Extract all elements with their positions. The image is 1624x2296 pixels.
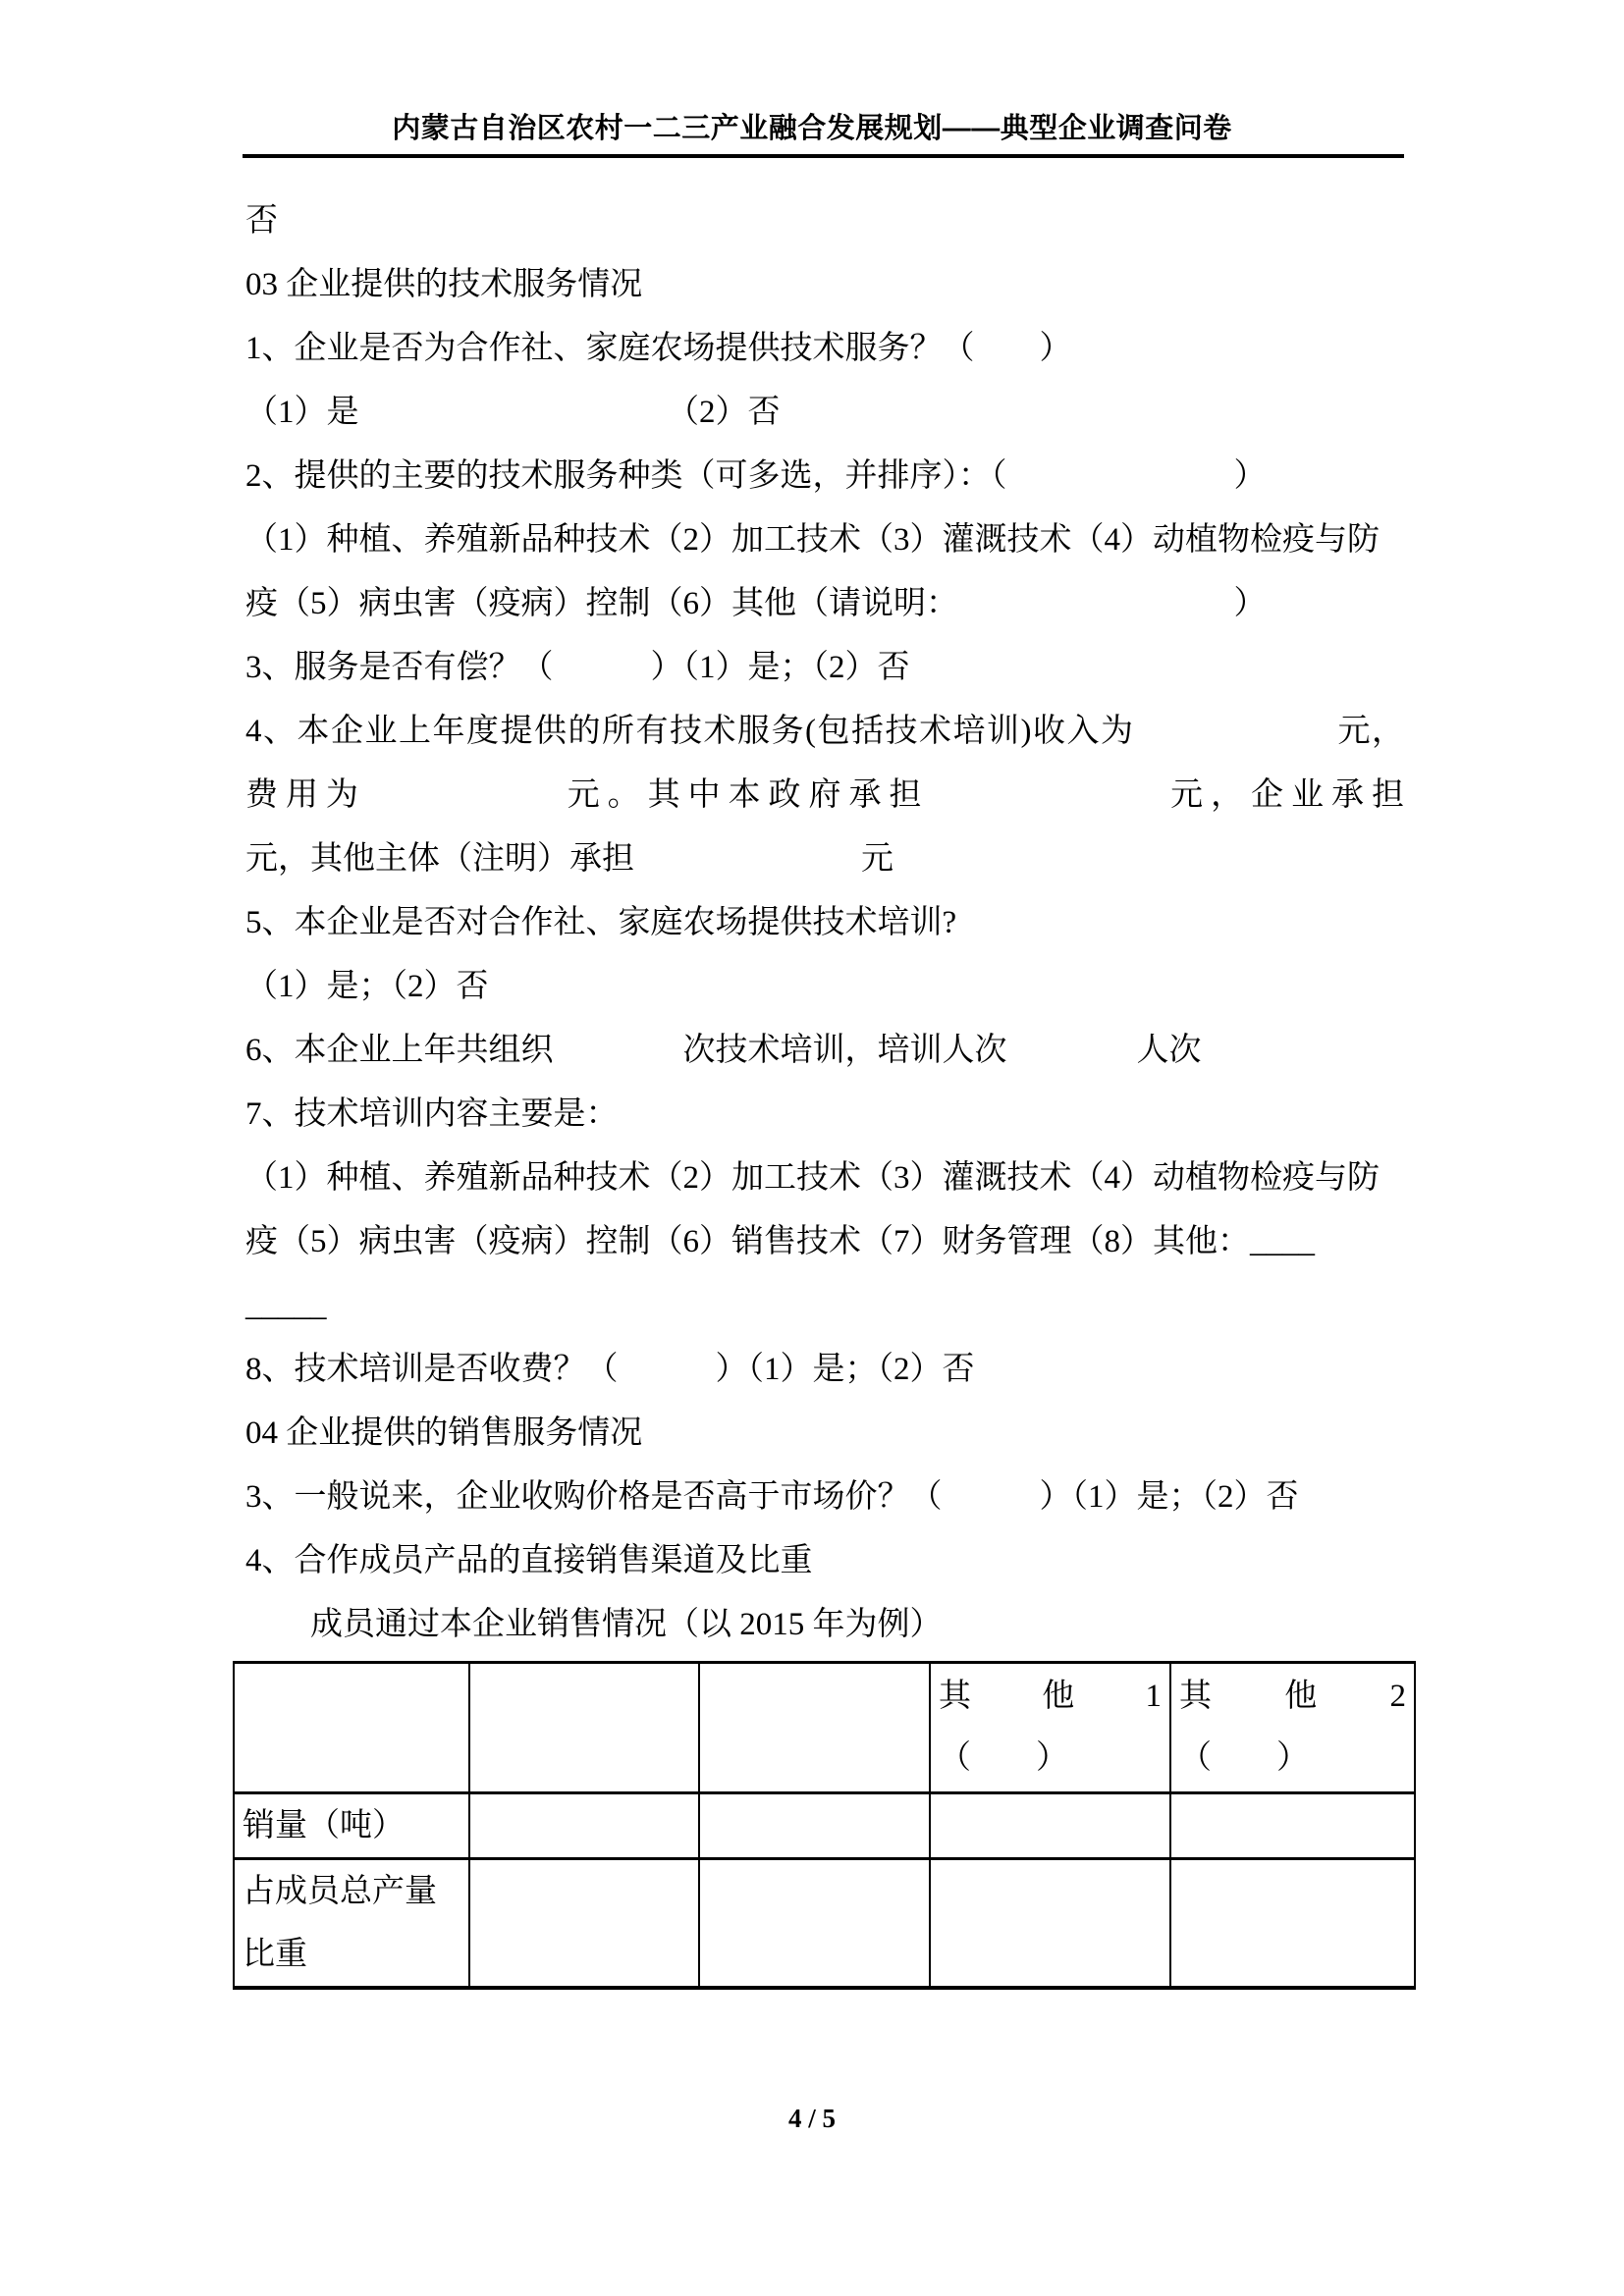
sales-table: [233, 1661, 1416, 1990]
table-cell-empty: [469, 1859, 699, 1989]
other2-blank-parens: （ ）: [1179, 1740, 1309, 1776]
other2-label: 其 他 2: [1179, 1679, 1406, 1714]
header-cell-empty-1: [234, 1663, 469, 1793]
question-1-options: （1）是 （2）否: [245, 395, 781, 430]
question-s4-3: 3、一般说来，企业收购价格是否高于市场价？（ ）（1）是；（2）否: [245, 1479, 1299, 1515]
table-caption: 成员通过本企业销售情况（以 2015 年为例）: [245, 1607, 943, 1642]
header-cell-empty-3: [699, 1663, 930, 1793]
question-5-options: （1）是；（2）否: [245, 969, 489, 1004]
table-cell-empty: [1170, 1859, 1415, 1989]
table-cell-empty: [699, 1793, 930, 1859]
page-header-title: 内蒙古自治区农村一二三产业融合发展规划——典型企业调查问卷: [392, 113, 1232, 144]
other1-label: 其 他 1: [939, 1679, 1162, 1714]
question-s4-4: 4、合作成员产品的直接销售渠道及比重: [245, 1543, 813, 1578]
footer-page-number: 4 / 5: [787, 2104, 836, 2133]
table-cell-empty: [699, 1859, 930, 1989]
question-7-blank-line: _____: [245, 1288, 327, 1323]
row-label-sales-volume: 销量（吨）: [234, 1793, 469, 1859]
section-heading-03: 03 企业提供的技术服务情况: [245, 267, 643, 302]
table-cell-empty: [930, 1793, 1170, 1859]
row-label-share-of-output: 占成员总产量比重: [234, 1859, 469, 1989]
body-line: 否: [245, 203, 278, 239]
table-cell-empty: [930, 1859, 1170, 1989]
question-1: 1、企业是否为合作社、家庭农场提供技术服务？（ ）: [245, 331, 1072, 366]
other1-blank-parens: （ ）: [939, 1740, 1068, 1776]
question-7-options-line1: （1）种植、养殖新品种技术（2）加工技术（3）灌溉技术（4）动植物检疫与防: [245, 1160, 1380, 1196]
question-4-line1: 4、本企业上年度提供的所有技术服务(包括技术培训)收入为 元，: [245, 714, 1404, 749]
question-6: 6、本企业上年共组织 次技术培训，培训人次 人次: [245, 1033, 1202, 1068]
question-7-options-line2: 疫（5）病虫害（疫病）控制（6）销售技术（7）财务管理（8）其他：____: [245, 1224, 1315, 1259]
question-2-options-line2: 疫（5）病虫害（疫病）控制（6）其他（请说明： ）: [245, 586, 1267, 621]
question-2: 2、提供的主要的技术服务种类（可多选，并排序）：（ ）: [245, 458, 1267, 494]
question-7: 7、技术培训内容主要是：: [245, 1096, 619, 1132]
section-heading-04: 04 企业提供的销售服务情况: [245, 1415, 643, 1451]
document-body: [245, 189, 1404, 1657]
header-cell-other1: [930, 1663, 1170, 1793]
question-5: 5、本企业是否对合作社、家庭农场提供技术培训?: [245, 905, 957, 940]
table-cell-empty: [1170, 1793, 1415, 1859]
table-cell-empty: [469, 1793, 699, 1859]
question-4-line2: 费用为 元。其中本政府承担 元，企业承担: [245, 777, 1404, 813]
header-cell-empty-2: [469, 1663, 699, 1793]
question-8: 8、技术培训是否收费？（ ）（1）是；（2）否: [245, 1352, 975, 1387]
question-2-options-line1: （1）种植、养殖新品种技术（2）加工技术（3）灌溉技术（4）动植物检疫与防: [245, 522, 1380, 558]
header-cell-other2: [1170, 1663, 1415, 1793]
question-4-line3: 元，其他主体（注明）承担 元: [245, 841, 893, 877]
question-3: 3、服务是否有偿？（ ）（1）是；（2）否: [245, 650, 910, 685]
header-rule: [243, 154, 1404, 158]
